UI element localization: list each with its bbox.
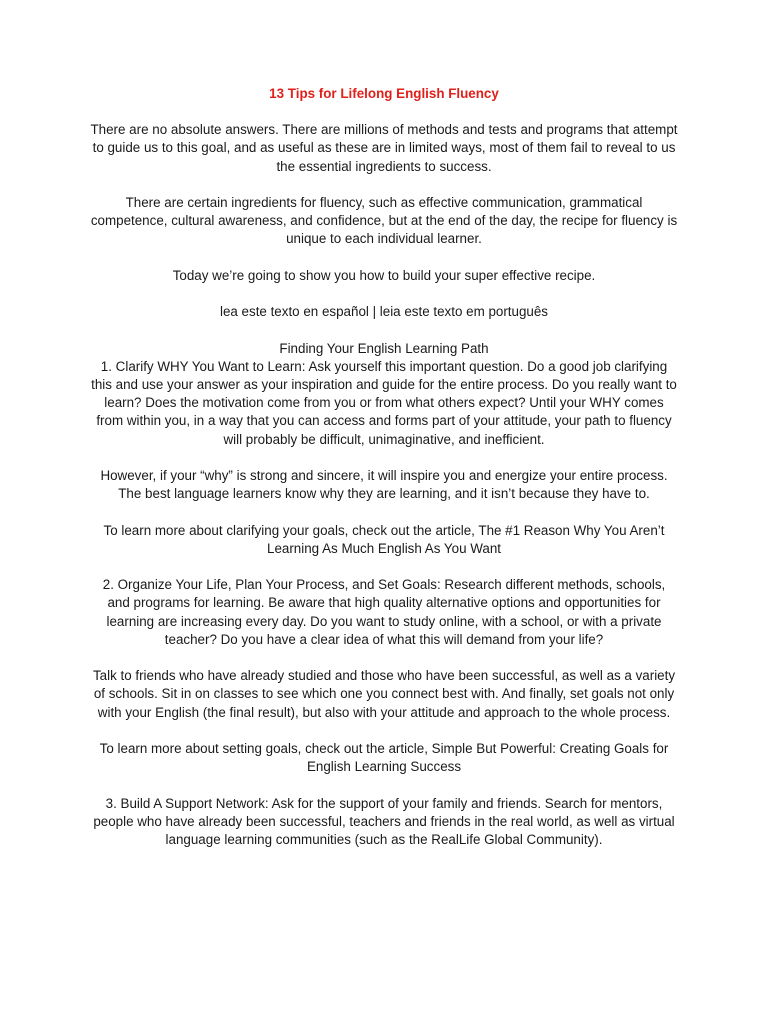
tip-2-followup-paragraph: Talk to friends who have already studied and those who have been successful, as well as a variety of schools. Sit in on classes to see which one you connect best with. And finally, set goals not only with your English (the final result), but also with your attitude and approach to the whole process. (92, 668, 676, 720)
tip-1-article-link-paragraph[interactable]: To learn more about clarifying your goals, check out the article, The #1 Reason Why You Aren’t Learning As Much English As You Want (103, 522, 665, 556)
intro-paragraph-2: There are certain ingredients for fluency, such as effective communication, grammatical competence, cultural awareness, and confidence, but at the end of the day, the recipe for fluency is unique to each individual learner. (90, 195, 678, 247)
language-links[interactable]: lea este texto en español | leia este texto em português (219, 304, 549, 320)
intro-paragraph-1: There are no absolute answers. There are millions of methods and tests and programs that attempt to guide us to this goal, and as useful as these are in limited ways, most of them fail to reveal to us the essential ingredients to success. (90, 122, 678, 174)
tip-1-followup-paragraph: However, if your “why” is strong and sincere, it will inspire you and energize your entire process. The best language learners know why they are learning, and it isn’t because they have to. (100, 467, 668, 502)
tip-2-article-link-paragraph[interactable]: To learn more about setting goals, check out the article, Simple But Powerful: Creating Goals for English Learning Success (99, 740, 669, 775)
intro-paragraph-3: Today we’re going to show you how to build your super effective recipe. (172, 267, 596, 283)
tip-1-paragraph: 1. Clarify WHY You Want to Learn: Ask yourself this important question. Do a good job clarifying this and use your answer as your inspiration and guide for the entire process. Do you really want to learn? Does the motivation come from you or from what others expect? Until your WHY comes from within you, in a way that you can access and forms part of your attitude, your path to fluency will probably be difficult, unimaginative, and inefficient. (91, 358, 677, 447)
tip-2-paragraph: 2. Organize Your Life, Plan Your Process, and Set Goals: Research different methods, schools, and programs for learning. Be aware that high quality alternative options and opportunities for learning are increasing every day. Do you want to study online, with a school, or with a private teacher? Do you have a clear idea of what this will demand from your life? (102, 577, 666, 647)
section-heading: Finding Your English Learning Path (279, 340, 489, 356)
document-page (90, 85, 678, 867)
document-title: 13 Tips for Lifelong English Fluency (269, 86, 499, 101)
tip-3-paragraph: 3. Build A Support Network: Ask for the support of your family and friends. Search for mentors, people who have already been successful, teachers and friends in the real world, as well as virtual language learning communities (such as the RealLife Global Community). (93, 795, 675, 847)
